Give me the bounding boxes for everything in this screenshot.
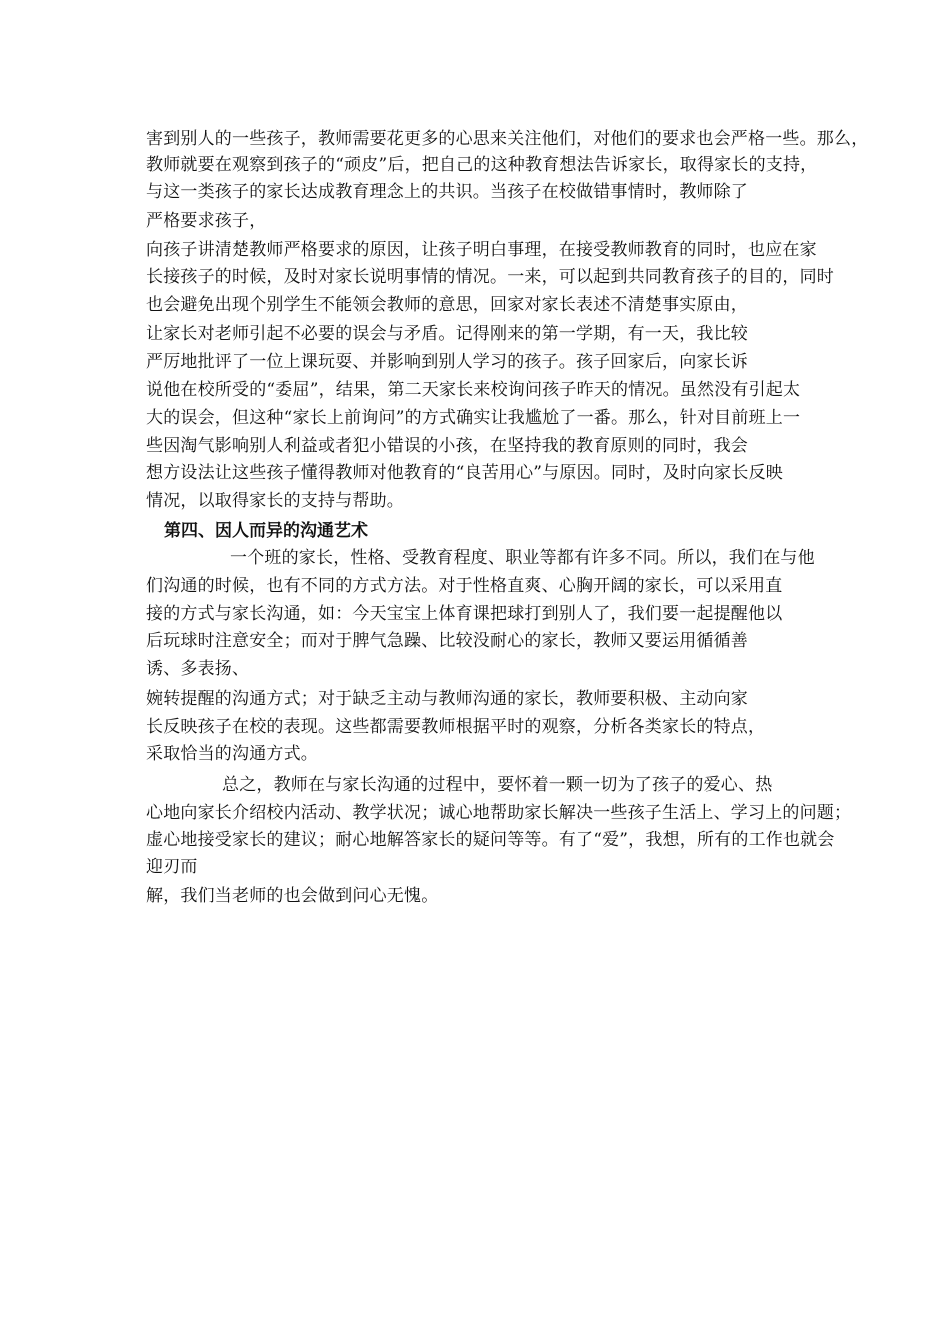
- text-line: 让家长对老师引起不必要的误会与矛盾。记得刚来的第一学期，有一天，我比较: [146, 324, 748, 344]
- text-line: 说他在校所受的“委屈”，结果，第二天家长来校询问孩子昨天的情况。虽然没有引起太: [146, 380, 801, 400]
- text-line: 些因淘气影响别人利益或者犯小错误的小孩，在坚持我的教育原则的同时，我会: [146, 436, 748, 456]
- text-line: 也会避免出现个别学生不能领会教师的意思，回家对家长表述不清楚事实原由，: [146, 295, 748, 315]
- text-line: 总之，教师在与家长沟通的过程中，要怀着一颗一切为了孩子的爱心、热: [222, 775, 773, 795]
- text-line: 婉转提醒的沟通方式；对于缺乏主动与教师沟通的家长，教师要积极、主动向家: [146, 689, 748, 709]
- text-line: 情况，以取得家长的支持与帮助。: [146, 491, 404, 511]
- section-heading: 第四、因人而异的沟通艺术: [164, 521, 368, 541]
- text-line: 们沟通的时候，也有不同的方式方法。对于性格直爽、心胸开阔的家长，可以采用直: [146, 576, 783, 596]
- text-line: 严厉地批评了一位上课玩耍、并影响到别人学习的孩子。孩子回家后，向家长诉: [146, 352, 748, 372]
- text-line: 解，我们当老师的也会做到问心无愧。: [146, 886, 439, 906]
- text-line: 教师就要在观察到孩子的“顽皮”后，把自己的这种教育想法告诉家长，取得家长的支持，: [146, 155, 818, 175]
- text-line: 想方设法让这些孩子懂得教师对他教育的“良苦用心”与原因。同时，及时向家长反映: [146, 463, 783, 483]
- text-line: 害到别人的一些孩子，教师需要花更多的心思来关注他们，对他们的要求也会严格一些。那么，: [146, 129, 869, 149]
- text-line: 接的方式与家长沟通，如：今天宝宝上体育课把球打到别人了，我们要一起提醒他以: [146, 604, 783, 624]
- text-line: 长反映孩子在校的表现。这些都需要教师根据平时的观察，分析各类家长的特点，: [146, 717, 766, 737]
- text-line: 长接孩子的时候，及时对家长说明事情的情况。一来，可以起到共同教育孩子的目的，同时: [146, 267, 834, 287]
- text-line: 虚心地接受家长的建议；耐心地解答家长的疑问等等。有了“爱”，我想，所有的工作也就会: [146, 830, 835, 850]
- text-line: 向孩子讲清楚教师严格要求的原因，让孩子明白事理，在接受教师教育的同时，也应在家: [146, 240, 817, 260]
- text-line: 大的误会，但这种“家长上前询问”的方式确实让我尴尬了一番。那么，针对目前班上一: [146, 408, 801, 428]
- text-line: 后玩球时注意安全；而对于脾气急躁、比较没耐心的家长，教师又要运用循循善: [146, 631, 748, 651]
- text-line: 与这一类孩子的家长达成教育理念上的共识。当孩子在校做错事情时，教师除了: [146, 182, 748, 202]
- text-line: 严格要求孩子，: [146, 211, 267, 231]
- text-line: 诱、多表扬、: [146, 659, 250, 679]
- text-line: 一个班的家长，性格、受教育程度、职业等都有许多不同。所以，我们在与他: [230, 548, 815, 568]
- text-line: 心地向家长介绍校内活动、教学状况；诚心地帮助家长解决一些孩子生活上、学习上的问题；: [146, 803, 852, 823]
- text-line: 迎刃而: [146, 857, 198, 877]
- text-line: 采取恰当的沟通方式。: [146, 744, 318, 764]
